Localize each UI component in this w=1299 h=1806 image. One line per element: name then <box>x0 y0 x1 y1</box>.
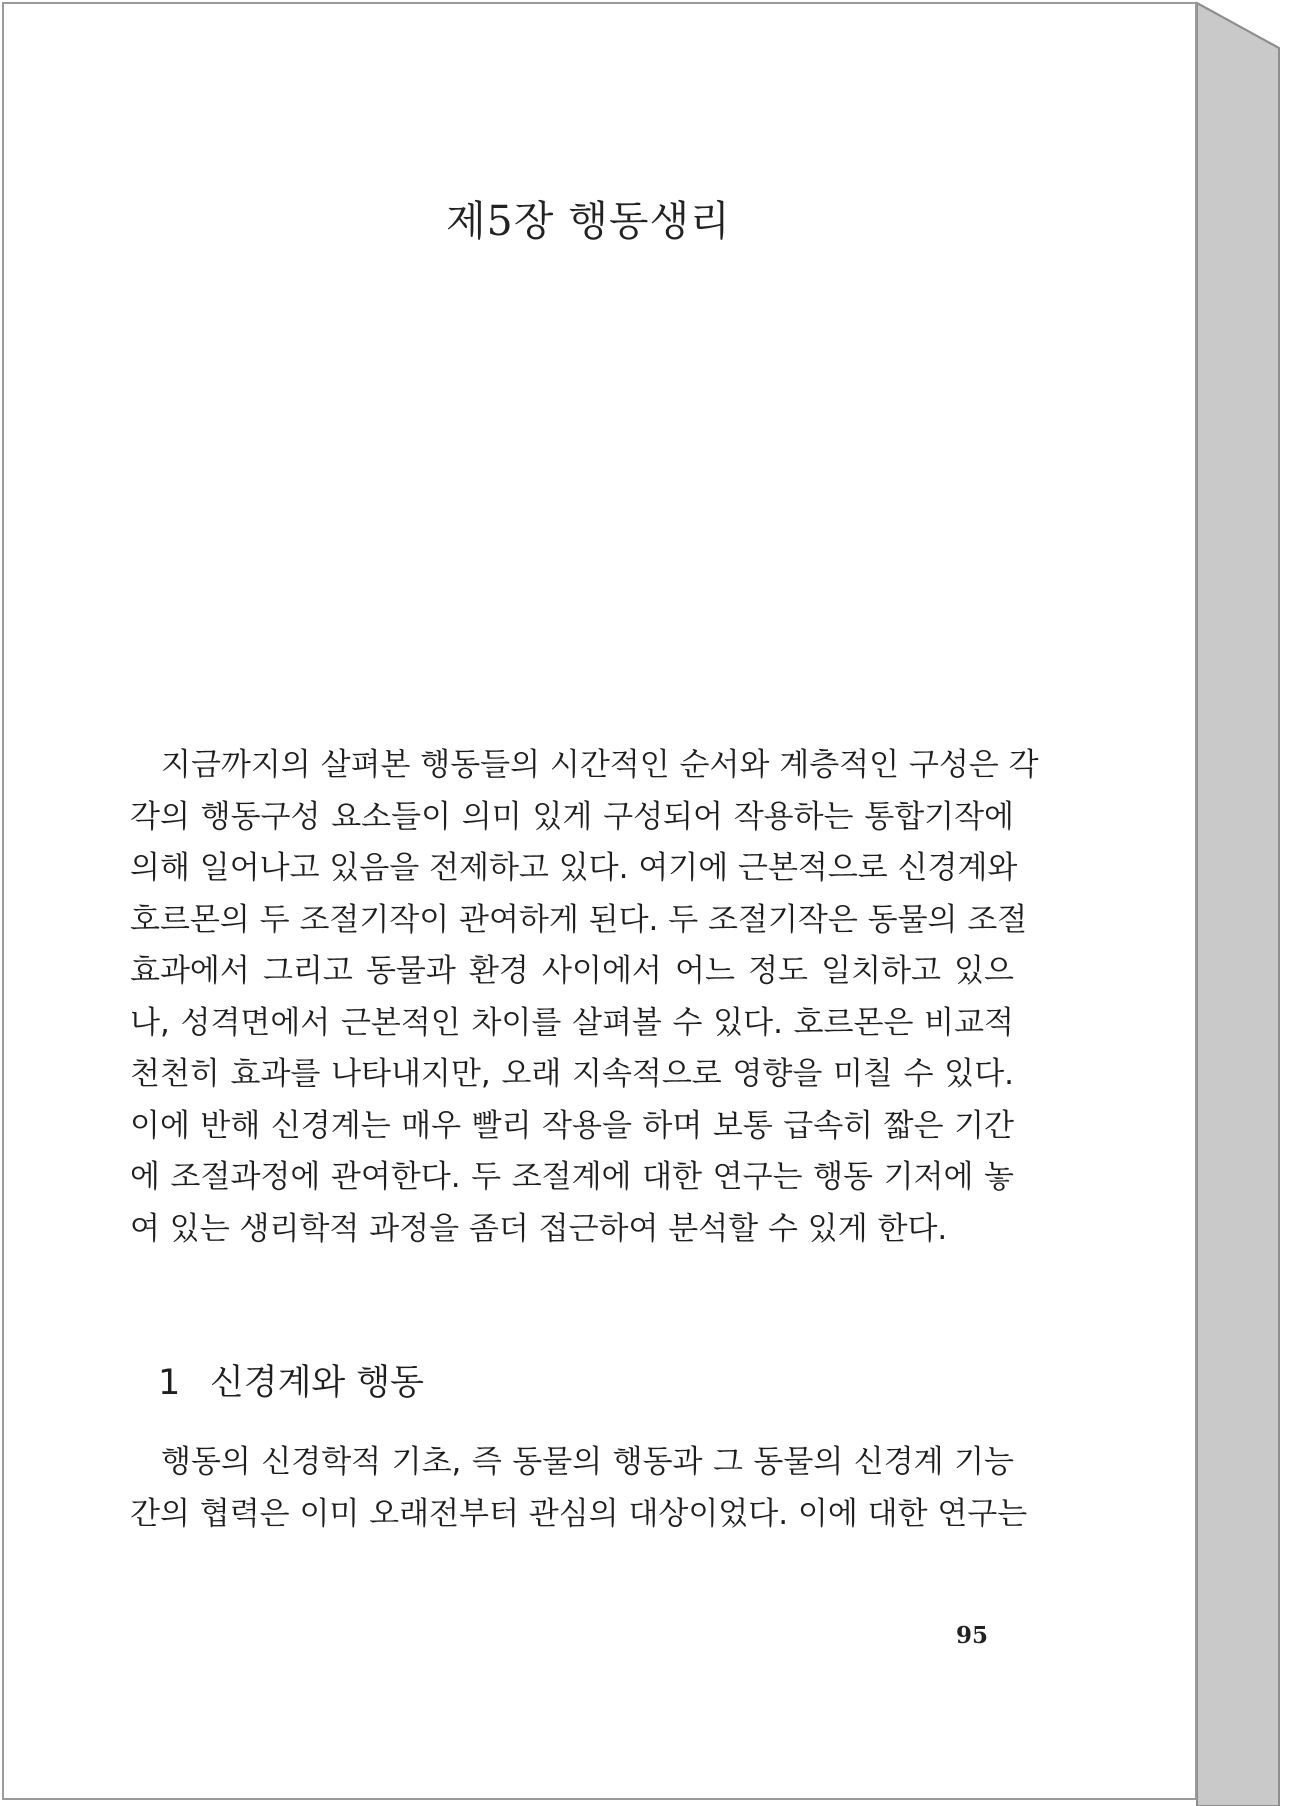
paragraph-line: 간의 협력은 이미 오래전부터 관심의 대상이었다. 이에 대한 연구는 <box>130 1495 1028 1532</box>
paragraph-line: 에 조절과정에 관여한다. 두 조절계에 대한 연구는 행동 기저에 놓 <box>130 1159 1014 1195</box>
paragraph-line: 행동의 신경학적 기초, 즉 동물의 행동과 그 동물의 신경계 기능 <box>161 1444 1014 1480</box>
paragraph-line: 이에 반해 신경계는 매우 빨리 작용을 하며 보통 급속히 짧은 기간 <box>130 1107 1014 1144</box>
section-title: 신경계와 행동 <box>210 1363 424 1403</box>
paragraph-line: 의해 일어나고 있음을 전제하고 있다. 여기에 근본적으로 신경계와 <box>130 850 1018 886</box>
paragraph-line: 호르몬의 두 조절기작이 관여하게 된다. 두 조절기작은 동물의 조절 <box>130 901 1028 938</box>
paragraph-line: 효과에서 그리고 동물과 환경 사이에서 어느 정도 일치하고 있으 <box>130 953 1014 989</box>
paragraph-line: 여 있는 생리학적 과정을 좀더 접근하여 분석할 수 있게 한다. <box>130 1210 948 1247</box>
intro-paragraph <box>130 740 1039 1255</box>
chapter-title: 제5장 행동생리 <box>446 197 731 245</box>
paragraph-line: 천천히 효과를 나타내지만, 오래 지속적으로 영향을 미칠 수 있다. <box>130 1056 1014 1092</box>
paragraph-line: 지금까지의 살펴본 행동들의 시간적인 순서와 계층적인 구성은 각 <box>161 747 1039 783</box>
paragraph-line: 나, 성격면에서 근본적인 차이를 살펴볼 수 있다. 호르몬은 비교적 <box>130 1004 1014 1041</box>
section-paragraph <box>130 1437 1028 1540</box>
section-number: 1 <box>158 1363 181 1403</box>
paragraph-line: 각의 행동구성 요소들이 의미 있게 구성되어 작용하는 통합기작에 <box>130 798 1014 835</box>
page-number: 95 <box>956 1622 989 1649</box>
section-heading <box>158 1355 424 1405</box>
